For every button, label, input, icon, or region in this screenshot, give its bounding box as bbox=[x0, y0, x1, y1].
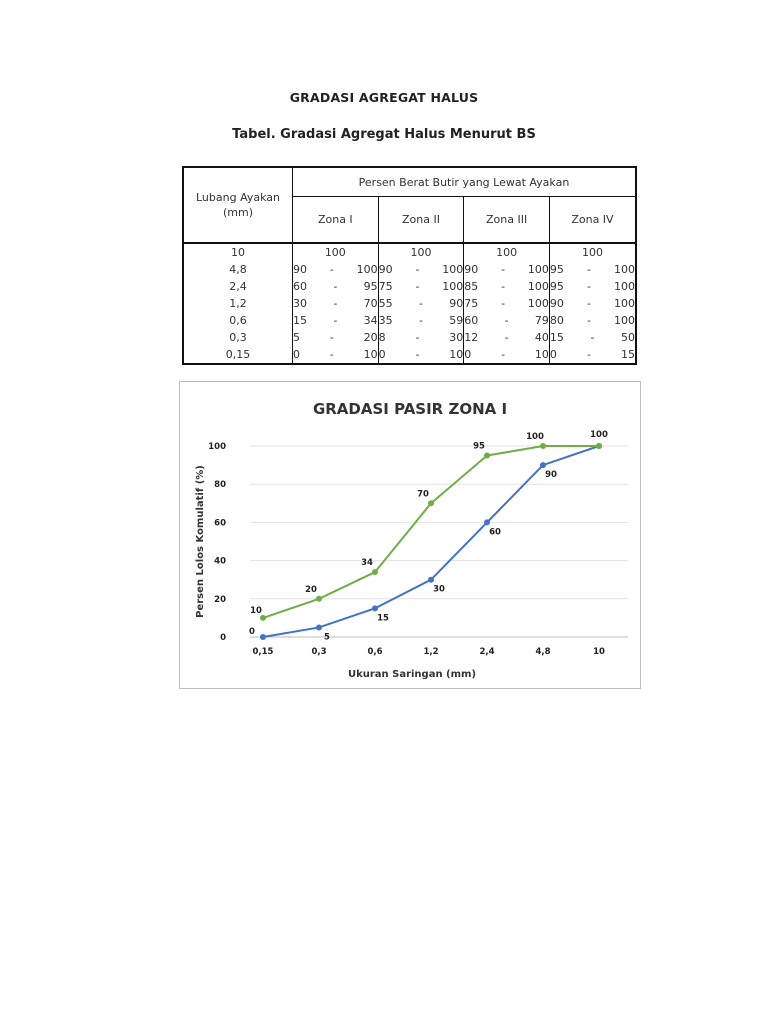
table-row bbox=[183, 243, 636, 261]
sieve-size-cell: 2,4 bbox=[183, 278, 293, 295]
range-dash: - bbox=[586, 348, 591, 361]
data-label: 10 bbox=[250, 605, 262, 616]
sieve-size-cell: 0,3 bbox=[183, 329, 293, 346]
range-min: 8 bbox=[378, 331, 386, 344]
range-max: 90 bbox=[449, 297, 464, 310]
zone-range bbox=[293, 263, 378, 276]
zone-value: 100 bbox=[410, 246, 432, 259]
zone-range bbox=[379, 314, 464, 327]
zone-3-cell bbox=[464, 243, 550, 261]
zone-3-cell bbox=[464, 295, 550, 312]
x-axis-label: Ukuran Saringan (mm) bbox=[347, 669, 477, 680]
zone-4-cell bbox=[549, 243, 636, 261]
zone-4-cell bbox=[549, 312, 636, 329]
range-min: 35 bbox=[378, 314, 393, 327]
y-axis-label: Persen Lolos Komulatif (%) bbox=[195, 465, 206, 618]
zone-2-cell bbox=[378, 243, 464, 261]
range-min: 55 bbox=[378, 297, 393, 310]
range-max: 100 bbox=[613, 297, 635, 310]
range-dash: - bbox=[504, 314, 509, 327]
range-max: 100 bbox=[527, 263, 549, 276]
range-min: 15 bbox=[549, 331, 564, 344]
y-tick-label: 20 bbox=[214, 594, 226, 605]
range-max: 100 bbox=[442, 263, 464, 276]
range-max: 100 bbox=[613, 263, 635, 276]
x-tick-label: 4,8 bbox=[535, 647, 551, 657]
data-label: 60 bbox=[489, 527, 501, 538]
gradation-table bbox=[182, 166, 637, 365]
y-tick-label: 40 bbox=[214, 556, 226, 567]
range-max: 15 bbox=[620, 348, 635, 361]
range-max: 10 bbox=[363, 348, 378, 361]
range-max: 20 bbox=[363, 331, 378, 344]
range-max: 100 bbox=[527, 297, 549, 310]
y-tick-label: 60 bbox=[214, 518, 226, 529]
x-tick-label: 10 bbox=[593, 647, 605, 657]
zone-1-cell bbox=[293, 295, 379, 312]
zone-range bbox=[464, 263, 549, 276]
range-dash: - bbox=[590, 331, 595, 344]
range-min: 95 bbox=[549, 280, 564, 293]
zone-range bbox=[293, 348, 378, 361]
data-label: 70 bbox=[417, 489, 429, 500]
zone-1-cell bbox=[293, 243, 379, 261]
range-min: 85 bbox=[464, 280, 479, 293]
range-dash: - bbox=[415, 263, 420, 276]
zone-1-cell bbox=[293, 261, 379, 278]
zone-range bbox=[464, 331, 549, 344]
range-dash: - bbox=[418, 314, 423, 327]
header-zona-3: Zona III bbox=[464, 197, 550, 244]
range-max: 100 bbox=[442, 280, 464, 293]
data-label: 90 bbox=[545, 470, 557, 481]
range-max: 40 bbox=[534, 331, 549, 344]
x-tick-label: 0,6 bbox=[367, 647, 383, 657]
sieve-size-cell: 10 bbox=[183, 243, 293, 261]
data-point bbox=[540, 443, 546, 449]
data-label: 0 bbox=[249, 627, 255, 637]
data-point bbox=[372, 569, 378, 575]
data-label: 15 bbox=[377, 613, 389, 624]
header-zona-1: Zona I bbox=[293, 197, 379, 244]
data-point bbox=[316, 596, 322, 602]
zone-2-cell bbox=[378, 312, 464, 329]
chart-canvas bbox=[180, 382, 640, 688]
data-point bbox=[316, 624, 322, 630]
data-label: 100 bbox=[526, 432, 544, 442]
range-min: 0 bbox=[293, 348, 300, 361]
zone-3-cell bbox=[464, 329, 550, 346]
zone-value: 100 bbox=[496, 246, 518, 259]
range-max: 100 bbox=[613, 314, 635, 327]
range-dash: - bbox=[501, 280, 506, 293]
x-tick-label: 1,2 bbox=[423, 647, 439, 657]
x-tick-label: 0,3 bbox=[311, 647, 327, 657]
range-dash: - bbox=[415, 348, 420, 361]
zone-4-cell bbox=[549, 261, 636, 278]
zone-3-cell bbox=[464, 278, 550, 295]
range-min: 90 bbox=[549, 297, 564, 310]
range-dash: - bbox=[504, 331, 509, 344]
data-point bbox=[260, 634, 266, 640]
zone-1-cell bbox=[293, 312, 379, 329]
y-tick-label: 80 bbox=[214, 480, 226, 491]
table-row bbox=[183, 346, 636, 364]
zone-4-cell bbox=[549, 346, 636, 364]
range-min: 60 bbox=[293, 280, 307, 293]
zone-1-cell bbox=[293, 278, 379, 295]
sieve-size-cell: 4,8 bbox=[183, 261, 293, 278]
range-max: 34 bbox=[363, 314, 378, 327]
range-max: 100 bbox=[356, 263, 378, 276]
range-min: 30 bbox=[293, 297, 307, 310]
zone-range bbox=[379, 331, 464, 344]
document-title: GRADASI AGREGAT HALUS bbox=[289, 90, 479, 105]
zone-range bbox=[464, 280, 549, 293]
range-min: 0 bbox=[549, 348, 557, 361]
sieve-size-cell: 0,15 bbox=[183, 346, 293, 364]
range-dash: - bbox=[329, 263, 334, 276]
range-min: 0 bbox=[464, 348, 472, 361]
range-dash: - bbox=[586, 263, 591, 276]
data-label: 34 bbox=[361, 558, 373, 569]
zone-range bbox=[293, 314, 378, 327]
sieve-size-cell: 0,6 bbox=[183, 312, 293, 329]
range-max: 10 bbox=[534, 348, 549, 361]
zone-range bbox=[550, 348, 635, 361]
range-max: 100 bbox=[527, 280, 549, 293]
range-min: 15 bbox=[293, 314, 307, 327]
range-min: 90 bbox=[464, 263, 479, 276]
zone-range bbox=[293, 297, 378, 310]
table-row bbox=[183, 261, 636, 278]
zone-4-cell bbox=[549, 295, 636, 312]
data-point bbox=[428, 500, 434, 506]
range-min: 80 bbox=[549, 314, 564, 327]
data-label: 30 bbox=[433, 584, 445, 595]
range-dash: - bbox=[415, 280, 420, 293]
range-min: 75 bbox=[464, 297, 479, 310]
range-max: 59 bbox=[449, 314, 464, 327]
zone-range bbox=[379, 297, 464, 310]
range-dash: - bbox=[586, 297, 591, 310]
range-max: 10 bbox=[449, 348, 464, 361]
zone-2-cell bbox=[378, 346, 464, 364]
zone-1-cell bbox=[293, 346, 379, 364]
y-tick-label: 100 bbox=[208, 442, 226, 452]
zone-range bbox=[464, 314, 549, 327]
range-min: 12 bbox=[464, 331, 479, 344]
zone-3-cell bbox=[464, 312, 550, 329]
range-max: 79 bbox=[534, 314, 549, 327]
zone-value: 100 bbox=[581, 246, 603, 259]
sieve-size-cell: 1,2 bbox=[183, 295, 293, 312]
data-point bbox=[540, 462, 546, 468]
range-min: 90 bbox=[378, 263, 393, 276]
zone-range bbox=[550, 314, 635, 327]
zone-range bbox=[550, 331, 635, 344]
data-point bbox=[596, 443, 602, 449]
gradation-chart bbox=[179, 381, 641, 689]
range-max: 100 bbox=[613, 280, 635, 293]
range-dash: - bbox=[329, 348, 334, 361]
range-dash: - bbox=[415, 331, 420, 344]
zone-range bbox=[550, 297, 635, 310]
zone-1-cell bbox=[293, 329, 379, 346]
zone-3-cell bbox=[464, 261, 550, 278]
range-min: 60 bbox=[464, 314, 479, 327]
zone-2-cell bbox=[378, 278, 464, 295]
range-dash: - bbox=[418, 297, 423, 310]
x-tick-label: 2,4 bbox=[479, 647, 495, 657]
data-point bbox=[484, 519, 490, 525]
zone-4-cell bbox=[549, 329, 636, 346]
data-label: 5 bbox=[324, 632, 330, 643]
table-row bbox=[183, 278, 636, 295]
range-min: 0 bbox=[378, 348, 386, 361]
range-min: 90 bbox=[293, 263, 307, 276]
range-dash: - bbox=[329, 331, 334, 344]
range-max: 70 bbox=[363, 297, 378, 310]
range-dash: - bbox=[501, 263, 506, 276]
header-persen-berat: Persen Berat Butir yang Lewat Ayakan bbox=[293, 167, 637, 197]
range-max: 30 bbox=[449, 331, 464, 344]
zone-range bbox=[379, 280, 464, 293]
zone-range bbox=[379, 348, 464, 361]
data-label: 20 bbox=[305, 584, 317, 595]
table-row bbox=[183, 312, 636, 329]
range-dash: - bbox=[501, 348, 506, 361]
zone-2-cell bbox=[378, 261, 464, 278]
data-point bbox=[372, 605, 378, 611]
zone-2-cell bbox=[378, 329, 464, 346]
zone-range bbox=[293, 280, 378, 293]
range-dash: - bbox=[586, 280, 591, 293]
data-point bbox=[428, 577, 434, 583]
zone-range bbox=[293, 331, 378, 344]
range-min: 75 bbox=[378, 280, 393, 293]
y-tick-label: 0 bbox=[220, 633, 226, 643]
header-lubang-ayakan: Lubang Ayakan (mm) bbox=[183, 167, 293, 243]
range-min: 95 bbox=[549, 263, 564, 276]
table-caption: Tabel. Gradasi Agregat Halus Menurut BS bbox=[232, 127, 536, 142]
zone-range bbox=[379, 263, 464, 276]
zone-2-cell bbox=[378, 295, 464, 312]
data-label: 100 bbox=[590, 430, 608, 440]
zone-range bbox=[550, 280, 635, 293]
range-dash: - bbox=[501, 297, 506, 310]
range-dash: - bbox=[333, 297, 338, 310]
range-min: 5 bbox=[293, 331, 300, 344]
table-row bbox=[183, 329, 636, 346]
table-row bbox=[183, 295, 636, 312]
chart-title: GRADASI PASIR ZONA I bbox=[312, 400, 508, 418]
zone-range bbox=[464, 297, 549, 310]
range-max: 50 bbox=[620, 331, 635, 344]
header-zona-4: Zona IV bbox=[549, 197, 636, 244]
zone-range bbox=[550, 263, 635, 276]
data-label: 95 bbox=[473, 441, 485, 452]
zone-4-cell bbox=[549, 278, 636, 295]
zone-value: 100 bbox=[324, 246, 346, 259]
zone-3-cell bbox=[464, 346, 550, 364]
header-zona-2: Zona II bbox=[378, 197, 464, 244]
x-tick-label: 0,15 bbox=[252, 647, 274, 657]
range-max: 95 bbox=[363, 280, 378, 293]
data-point bbox=[484, 453, 490, 459]
range-dash: - bbox=[333, 280, 338, 293]
range-dash: - bbox=[586, 314, 591, 327]
zone-range bbox=[464, 348, 549, 361]
range-dash: - bbox=[333, 314, 338, 327]
